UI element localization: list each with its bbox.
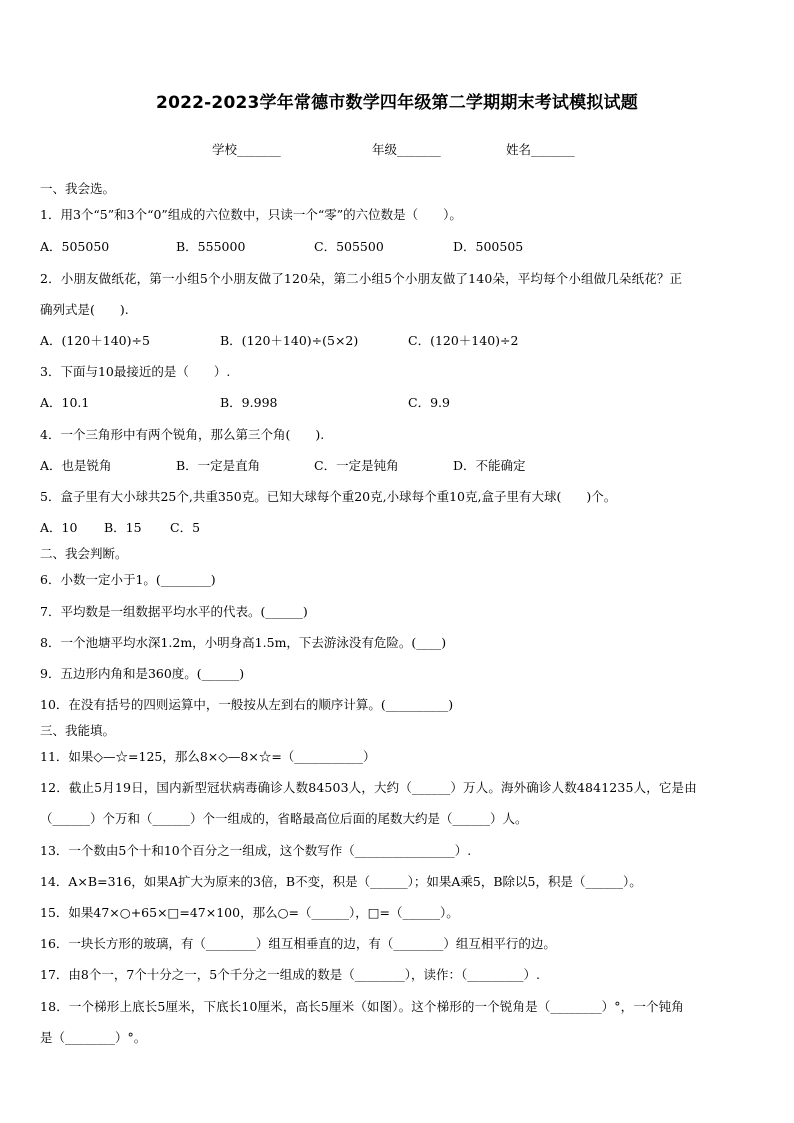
q3-option-b: B．9.998 — [220, 395, 278, 410]
question-7: 7．平均数是一组数据平均水平的代表。(______) — [40, 604, 308, 619]
question-2-line-1: 2．小朋友做纸花，第一小组5个小朋友做了120朵，第二小组5个小朋友做了140朵，平均每个小组做几朵纸花？正 — [40, 271, 683, 286]
q1-option-c: C．505500 — [314, 239, 384, 254]
q1-option-d: D．500505 — [453, 239, 524, 254]
section-heading-judge: 二、我会判断。 — [40, 546, 128, 561]
question-14: 14．A×B=316，如果A扩大为原来的3倍，B不变，积是（______）；如果A乘5，B除以5，积是（______）。 — [40, 874, 642, 889]
q5-option-c: C．5 — [170, 520, 201, 535]
question-18-line-1: 18．一个梯形上底长5厘米，下底长10厘米，高长5厘米（如图）。这个梯形的一个锐角是（________）°，一个钝角 — [40, 999, 684, 1014]
school-field: 学校_______ — [212, 142, 281, 157]
q4-option-a: A．也是锐角 — [40, 458, 112, 473]
q3-option-a: A．10.1 — [40, 395, 90, 410]
question-9: 9．五边形内角和是360度。(______) — [40, 666, 245, 681]
q5-option-b: B．15 — [104, 520, 142, 535]
question-5: 5．盒子里有大小球共25个,共重350克。已知大球每个重20克,小球每个重10克,盒子里有大球( )个。 — [40, 489, 617, 504]
question-12-line-2: （______）个万和（______）个一组成的，省略最高位后面的尾数大约是（______）人。 — [40, 811, 528, 826]
q2-option-c: C．(120＋140)÷2 — [408, 333, 519, 348]
q1-option-b: B．555000 — [176, 239, 246, 254]
question-16: 16．一块长方形的玻璃，有（________）组互相垂直的边，有（________）组互相平行的边。 — [40, 936, 556, 951]
q4-option-c: C．一定是钝角 — [314, 458, 399, 473]
question-12-line-1: 12．截止5月19日，国内新型冠状病毒确诊人数84503人，大约（______）万人。海外确诊人数4841235人，它是由 — [40, 780, 697, 795]
q2-option-a: A．(120＋140)÷5 — [40, 333, 150, 348]
question-8: 8．一个池塘平均水深1.2m，小明身高1.5m，下去游泳没有危险。(____) — [40, 635, 447, 650]
q3-option-c: C．9.9 — [408, 395, 450, 410]
page-title: 2022-2023学年常德市数学四年级第二学期期末考试模拟试题 — [156, 93, 638, 113]
question-4: 4．一个三角形中有两个锐角，那么第三个角( ). — [40, 427, 325, 442]
question-18-line-2: 是（________）°。 — [40, 1030, 147, 1045]
question-1: 1．用3个“5”和3个“0”组成的六位数中，只读一个“零”的六位数是（ ）。 — [40, 207, 462, 222]
question-17: 17．由8个一，7个十分之一，5个千分之一组成的数是（________），读作：（_________）. — [40, 967, 540, 982]
question-6: 6．小数一定小于1。(________) — [40, 572, 216, 587]
question-13: 13．一个数由5个十和10个百分之一组成，这个数写作（________________）. — [40, 843, 472, 858]
question-10: 10．在没有括号的四则运算中，一般按从左到右的顺序计算。(__________) — [40, 697, 454, 712]
section-heading-fill: 三、我能填。 — [40, 723, 116, 738]
q2-option-b: B．(120＋140)÷(5×2) — [220, 333, 359, 348]
q1-option-a: A．505050 — [40, 239, 110, 254]
q4-option-b: B．一定是直角 — [176, 458, 261, 473]
q5-option-a: A．10 — [40, 520, 78, 535]
section-heading-choose: 一、我会选。 — [40, 181, 116, 196]
question-15: 15．如果47×○+65×□=47×100，那么○=（______），□=（______）。 — [40, 905, 459, 920]
q4-option-d: D．不能确定 — [453, 458, 526, 473]
question-3: 3．下面与10最接近的是（ ）. — [40, 364, 231, 379]
name-field: 姓名_______ — [506, 142, 575, 157]
question-2-line-2: 确列式是( ). — [40, 302, 129, 317]
grade-field: 年级_______ — [372, 142, 441, 157]
question-11: 11．如果◇—☆=125，那么8×◇—8×☆=（___________） — [40, 749, 376, 764]
